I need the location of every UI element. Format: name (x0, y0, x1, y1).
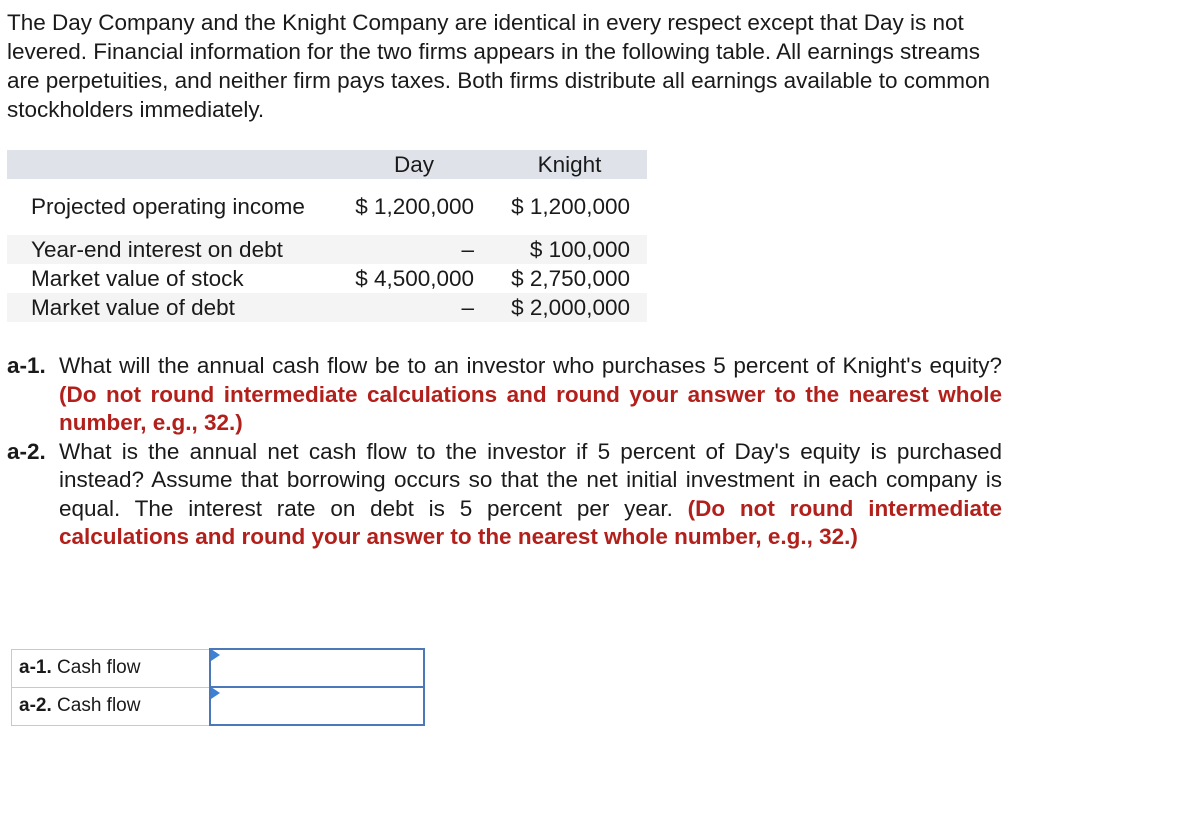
row-label: Market value of stock (31, 265, 244, 291)
answer-label-text: Cash flow (57, 657, 141, 678)
question-text: What is the annual net cash flow to the investor if 5 percent of Day's equity is purchased instead? Assume that borrowing occurs so that the net initial investment in each company is equal. The interest rate on debt is 5 percent per year. (59, 438, 1002, 521)
a2-cash-flow-input[interactable] (211, 688, 423, 724)
table-row (7, 235, 647, 264)
question-number: a-1. (7, 353, 46, 378)
knight-value: $ 1,200,000 (511, 194, 630, 219)
input-flag-icon (211, 687, 220, 699)
question-a2 (7, 438, 1002, 552)
day-value: $ 1,200,000 (355, 194, 475, 219)
question-a1 (7, 352, 1002, 438)
table-row (7, 293, 647, 322)
day-value: $ 4,500,000 (355, 265, 475, 291)
header-day: Day (336, 150, 492, 179)
row-label: Year-end interest on debt (31, 236, 283, 262)
knight-value: $ 2,000,000 (511, 294, 630, 320)
header-knight: Knight (492, 150, 647, 179)
question-body (59, 352, 1002, 438)
question-instruction: (Do not round intermediate calculations and round your answer to the nearest whole number, e.g., 32.) (59, 381, 1002, 435)
table-header-row (7, 150, 647, 179)
header-blank (7, 150, 336, 179)
answer-label (12, 687, 211, 725)
answer-label (12, 649, 211, 687)
a1-cash-flow-input[interactable] (211, 650, 423, 686)
financial-table (7, 150, 647, 322)
question-text: What will the annual cash flow be to an investor who purchases 5 percent of Knight's equity? (59, 353, 1002, 378)
questions (7, 352, 1002, 552)
answer-number: a-2. (19, 695, 52, 716)
table-row (7, 179, 647, 235)
question-body (59, 438, 1002, 552)
problem-intro: The Day Company and the Knight Company are identical in every respect except that Day is not levered. Financial information for the two firms appears in the following table. All earnings streams are perpetuities, and neither firm pays taxes. Both firms distribute all earnings available to common stockholders immediately. (7, 10, 990, 122)
input-flag-icon (211, 649, 220, 661)
answer-cell (210, 687, 424, 725)
answer-table (11, 648, 425, 726)
day-value: – (461, 236, 475, 262)
question-number: a-2. (7, 438, 46, 464)
knight-value: $ 2,750,000 (511, 265, 630, 291)
row-label: Projected operating income (31, 194, 305, 219)
question-instruction: (Do not round intermediate calculations and round your answer to the nearest whole number, e.g., 32.) (59, 495, 1002, 549)
row-label: Market value of debt (31, 294, 235, 320)
knight-value: $ 100,000 (529, 236, 630, 262)
answer-row-a1 (12, 649, 425, 687)
table-row (7, 264, 647, 293)
answer-number: a-1. (19, 657, 52, 678)
answer-row-a2 (12, 687, 425, 725)
day-value: – (461, 294, 475, 320)
answer-label-text: Cash flow (57, 695, 141, 716)
answer-cell (210, 649, 424, 687)
